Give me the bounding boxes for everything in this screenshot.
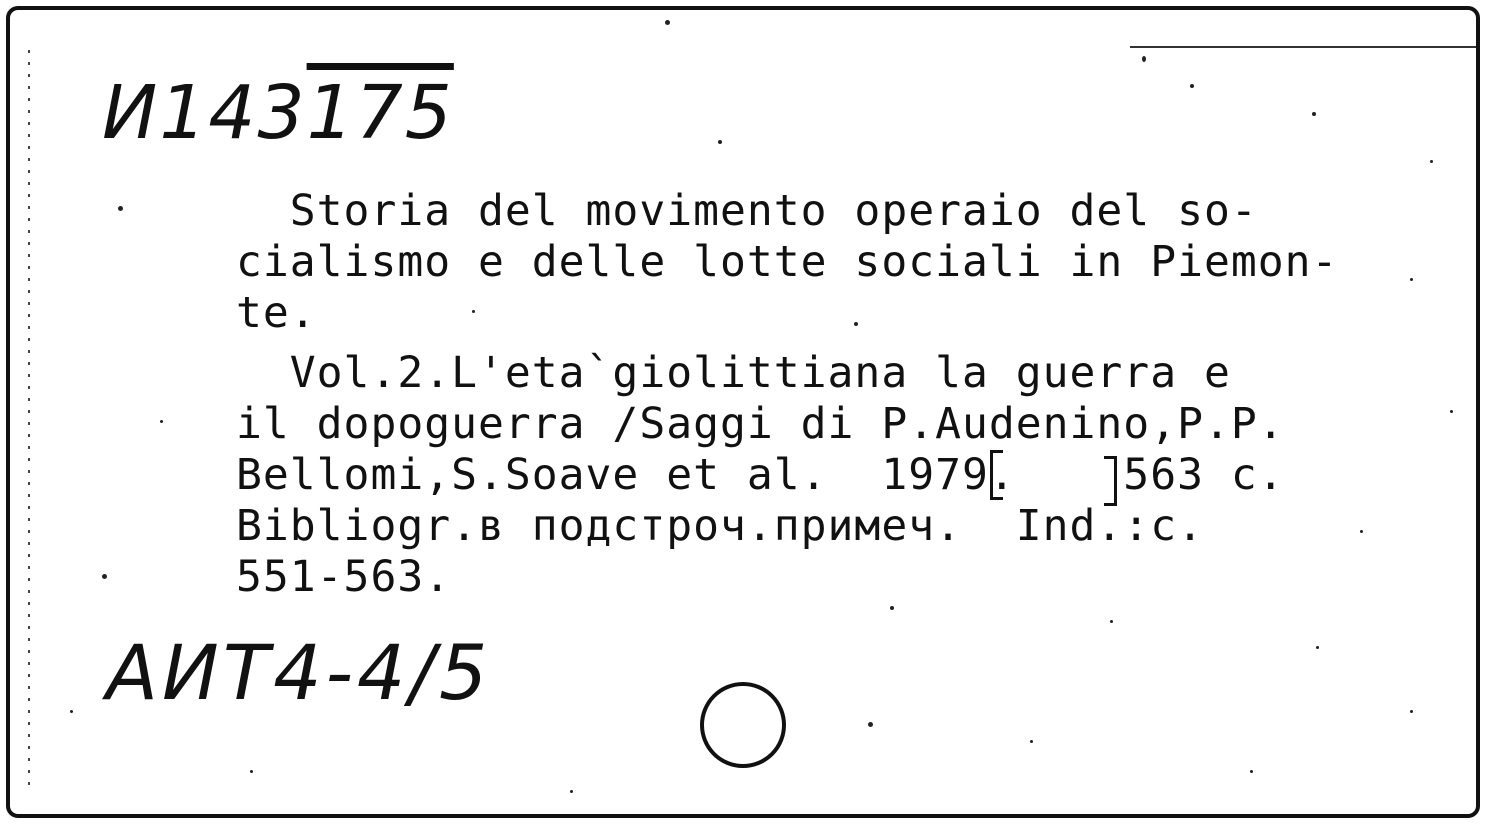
title-block: [236, 186, 1338, 339]
title-line: Storia del movimento operaio del so-: [236, 186, 1258, 236]
description-line: 551-563.: [236, 552, 452, 602]
top-rule-line: [1130, 46, 1480, 48]
shelfmark-handwritten: [102, 70, 454, 156]
description-block: [236, 348, 1285, 603]
description-line: Bellomi,S.Soave et al. 1979. 563 c.: [236, 450, 1285, 500]
title-line: cialismo e delle lotte sociali in Piemon-: [236, 237, 1339, 287]
year-bracket-right: [1104, 456, 1117, 506]
catalog-card: [6, 6, 1480, 818]
description-line: il dopoguerra /Saggi di P.Audenino,P.P.: [236, 399, 1285, 449]
description-line: Bibliogr.в подстроч.примеч. Ind.:c.: [236, 501, 1204, 551]
punch-hole: [700, 682, 786, 768]
year-bracket-left: [990, 450, 1003, 500]
description-line: Vol.2.L'eta`giolittiana la guerra e: [236, 348, 1231, 398]
left-edge-perforation: [28, 50, 30, 790]
location-code-handwritten: АИТ4-4/5: [106, 628, 492, 717]
shelfmark-prefix: И143: [102, 70, 307, 156]
title-line: te.: [236, 288, 317, 338]
shelfmark-suffix: 175: [306, 70, 454, 156]
